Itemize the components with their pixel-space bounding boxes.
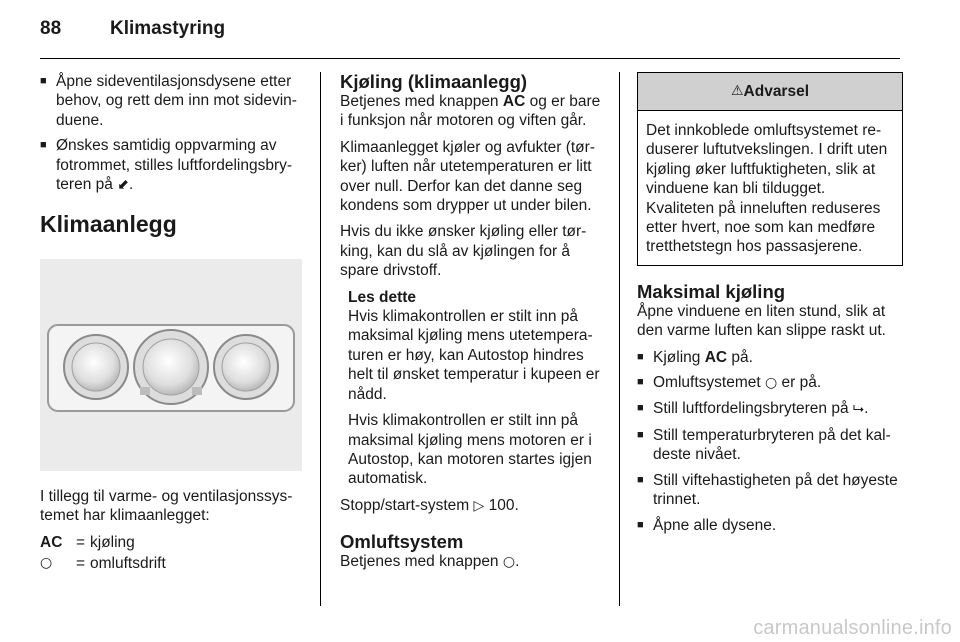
max-bullet-distribution: ■ Still luftfordelingsbryteren på ⮡. xyxy=(637,399,903,419)
heading-cooling: Kjøling (klimaanlegg) xyxy=(340,71,528,92)
recirculation-icon: ○ xyxy=(40,555,53,572)
ac-intro: I tillegg til varme- og ventilasjonssystemet har klimaanlegget: xyxy=(40,487,293,525)
climate-panel-illustration xyxy=(40,259,302,471)
note-box xyxy=(340,288,606,489)
ac-button xyxy=(140,387,150,395)
xref-arrow-icon: ▷ xyxy=(473,497,485,514)
column-2 xyxy=(340,72,606,580)
watermark: carmanualsonline.info xyxy=(753,617,952,639)
fan-knob xyxy=(72,343,120,391)
heading-max-cooling: Maksimal kjøling xyxy=(637,280,786,302)
column-1 xyxy=(40,72,306,573)
warning-box xyxy=(637,72,903,266)
distribution-knob xyxy=(222,343,270,391)
temperature-knob xyxy=(143,339,199,395)
column-divider-1 xyxy=(320,72,321,606)
column-divider-2 xyxy=(619,72,620,606)
footwell-defrost-icon: ⬋ xyxy=(117,177,129,194)
legend-desc-cooling: kjøling xyxy=(90,533,135,551)
max-cooling-intro: Åpne vinduene en liten stund, slik at den varme luften kan slippe raskt ut. xyxy=(637,302,886,340)
bullet-side-vents: ■ Åpne sideventilasjonsdysene etter behov, og rett dem inn mot sidevinduene. xyxy=(40,72,306,130)
heading-recirculation: Omluftsystem xyxy=(340,531,464,553)
max-bullet-vents: ■ Åpne alle dysene. xyxy=(637,516,903,535)
cooling-paragraph-1: Betjenes med knappen AC og er bare i funksjon når motoren og viften går. xyxy=(340,93,601,130)
warning-text: Det innkoblede omluftsystemet reduserer luftutvekslingen. I drift uten kjøling øker luftfuktigheten, slik at vinduene kan bli tildugget. Kvaliteten på inneluften reduseres etter hvert, noe som kan medføre tretthetstegn hos passasjerene. xyxy=(646,122,888,256)
recirculation-icon: ○ xyxy=(764,375,778,392)
page-number: 88 xyxy=(40,18,62,39)
cooling-paragraph-3: Hvis du ikke ønsker kjøling eller tørking, kan du slå av kjølingen for å spare drivstoff. xyxy=(340,223,587,280)
warning-header xyxy=(638,73,902,111)
recirculation-icon: ○ xyxy=(502,554,516,571)
climate-control-panel-figure xyxy=(40,259,302,471)
column-3 xyxy=(637,72,903,541)
header-rule xyxy=(40,58,900,59)
warning-title: Advarsel xyxy=(743,82,810,100)
max-bullet-temperature: ■ Still temperaturbryteren på det kaldeste nivået. xyxy=(637,426,903,465)
section-heading-klimaanlegg: Klimaanlegg xyxy=(40,211,177,238)
note-paragraph-1: Hvis klimakontrollen er stilt inn på maksimal kjøling mens utetemperaturen er høy, kan Autostop hindres helt til ønsket temperatur i kupeen er nådd. xyxy=(348,308,600,403)
recirculation-paragraph: Betjenes med knappen ○. xyxy=(340,553,520,571)
max-bullet-fan: ■ Still viftehastigheten på det høyeste trinnet. xyxy=(637,471,903,510)
cooling-paragraph-2: Klimaanlegget kjøler og avfukter (tørker) luften når utetemperaturen er litt over null. Derfor kan det danne seg kondens som drypper ut under bilen. xyxy=(340,138,595,215)
legend: AC = kjøling ○ = omluftsdrift xyxy=(40,533,306,574)
note-title: Les dette xyxy=(348,288,417,306)
recirc-button xyxy=(192,387,202,395)
max-bullet-ac: ■ Kjøling AC på. xyxy=(637,348,903,367)
warning-icon: ⚠ xyxy=(730,82,744,99)
page-header xyxy=(40,18,900,48)
cross-reference: Stopp/start-system ▷ 100. xyxy=(340,496,519,514)
vent-upper-icon: ⮡ xyxy=(852,401,865,418)
note-paragraph-2: Hvis klimakontrollen er stilt inn på maksimal kjøling mens motoren er i Autostop, kan motoren startes igjen automatisk. xyxy=(348,412,592,488)
legend-desc-recirculation: omluftsdrift xyxy=(90,555,166,573)
legend-key-ac: AC xyxy=(40,533,63,551)
chapter-title: Klimastyring xyxy=(110,18,226,39)
bullet-footwell: ■ Ønskes samtidig oppvarming av fotrommet, stilles luftfordelingsbryteren på ⬋. xyxy=(40,136,306,195)
max-bullet-recirc: ■ Omluftsystemet ○ er på. xyxy=(637,373,903,393)
